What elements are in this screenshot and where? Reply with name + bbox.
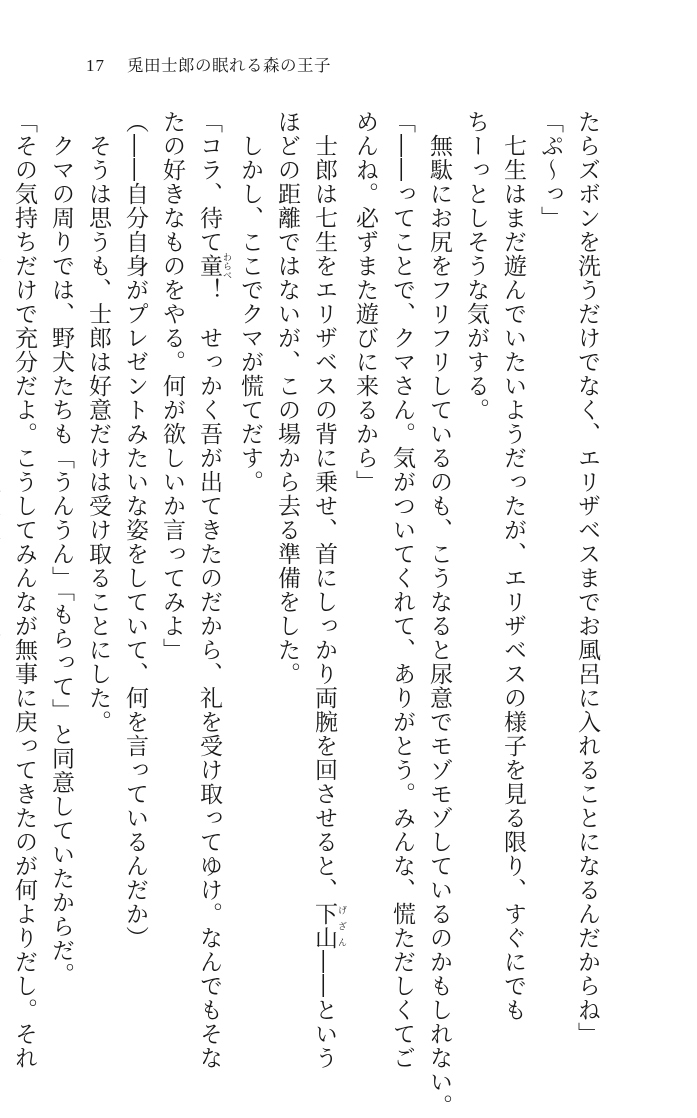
text-line: たらズボンを洗うだけでなく、エリザベスまでお風呂に入れることになるんだからね」 <box>574 110 600 1046</box>
text-line: クマの周りでは、野犬たちも「うんうん」「もらって」と同意していたからだ。 <box>48 110 74 987</box>
body-text <box>11 110 605 1118</box>
text-line: 「――ってことで、クマさん。気がついてくれて、ありがとう。みんな、慌ただしくてご <box>389 110 415 1070</box>
text-line: （――自分自身がプレゼントみたいな姿をしていて、何を言っているんだか） <box>122 110 148 950</box>
text-line: しかし、ここでクマが慌てだす。 <box>237 110 263 494</box>
text-line: 無駄にお尻をフリフリしているのも、こうなると尿意でモゾモゾしているのかもしれない。 <box>426 110 452 1118</box>
text-line: 士郎は七生をエリザベスの背に乗せ、首にしっかり両腕を回させると、下山 げざん――という <box>311 110 346 1070</box>
furigana-ruby: 下山 げざん <box>311 902 346 950</box>
furigana-reading: わらべ <box>221 252 231 280</box>
furigana-reading: げざん <box>336 902 346 950</box>
text-line: ちーっとしそうな気がする。 <box>463 110 489 422</box>
text-line: ほどの距離ではないが、この場から去る準備をした。 <box>274 110 300 686</box>
text-line: 「ぷ～っ」 <box>537 110 563 230</box>
page-number: 17 <box>86 56 105 75</box>
running-title: 兎田士郎の眠れる森の王子 <box>127 56 331 75</box>
text-line: めんね。必ずまた遊びに来るから」 <box>352 110 378 494</box>
text-line: そうは思うも、士郎は好意だけは受け取ることにした。 <box>85 110 111 734</box>
text-line: 「その気持ちだけで充分だよ。こうしてみんなが無事に戻ってきたのが何よりだし。それ <box>11 110 37 1070</box>
text-line: たの好きなものをやる。何が欲しいか言ってみよ」 <box>159 110 185 662</box>
text-line: 「コラ、待て童 わらべ！ せっかく吾が出てきたのだから、礼を受け取ってゆけ。なんでもそな <box>196 110 231 1070</box>
running-header <box>86 52 331 76</box>
text-line: 七生はまだ遊んでいたいようだったが、エリザベスの様子を見る限り、すぐにでも <box>500 110 526 1022</box>
furigana-ruby: 童 わらべ <box>196 252 231 280</box>
